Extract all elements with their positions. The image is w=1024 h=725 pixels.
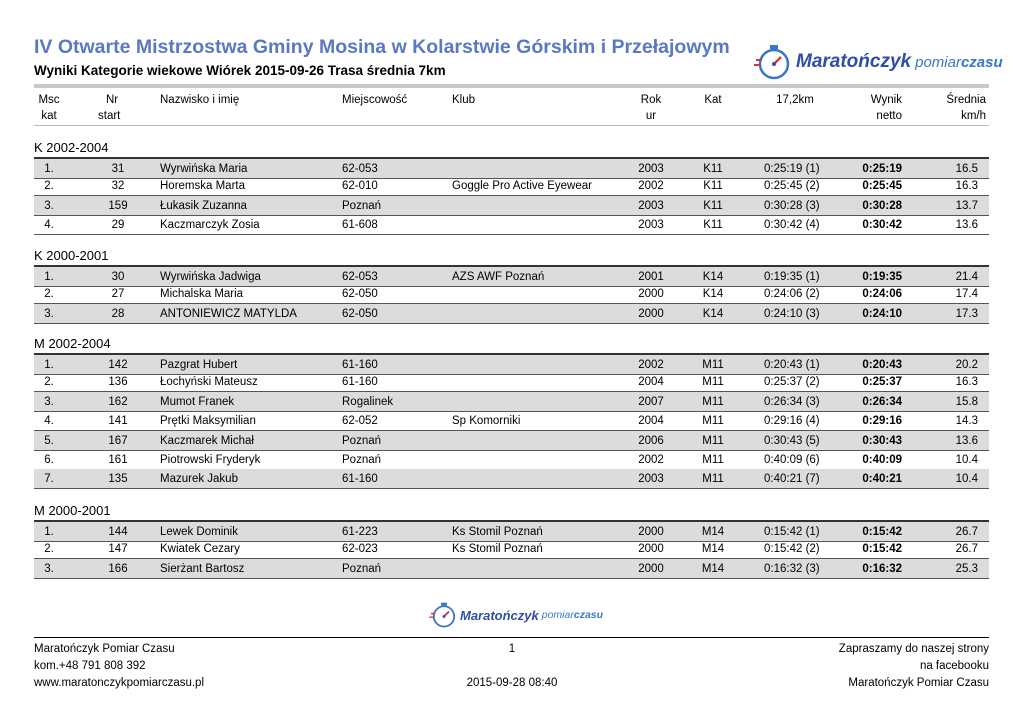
cell-msc: 3.: [44, 562, 54, 575]
cell-netto: 0:20:43: [862, 359, 902, 371]
cell-name: Prętki Maksymilian: [160, 415, 256, 428]
cell-msc: 1.: [44, 526, 54, 538]
cell-name: Mumot Franek: [160, 395, 235, 408]
cell-name: Łukasik Zuzanna: [160, 199, 247, 212]
cell-city: Poznań: [342, 434, 382, 447]
group-heading: K 2002-2004: [34, 140, 109, 155]
cell-nr: 136: [108, 376, 128, 389]
col-avg: Średnia km/h: [946, 94, 986, 122]
cell-nr: 147: [108, 543, 128, 556]
stopwatch-icon: [428, 600, 460, 630]
cell-kat: M14: [701, 526, 725, 538]
footer-logo: [428, 600, 603, 630]
cell-year: 2002: [638, 359, 664, 371]
col-msc: Msc kat: [38, 94, 60, 122]
cell-year: 2000: [638, 562, 664, 575]
cell-city: 62-023: [342, 543, 378, 556]
footer-rule: [34, 637, 989, 638]
cell-name: Mazurek Jakub: [160, 473, 238, 486]
cell-city: 61-223: [342, 526, 378, 538]
table-row: [34, 411, 989, 431]
cell-kat: M14: [701, 543, 725, 556]
cell-year: 2001: [638, 271, 664, 283]
cell-city: Poznań: [342, 562, 382, 575]
cell-club: Goggle Pro Active Eyewear: [452, 180, 592, 193]
cell-netto: 0:15:42: [862, 526, 902, 538]
cell-avg: 13.6: [955, 219, 978, 232]
table-row: [34, 469, 989, 489]
cell-split: 0:30:42 (4): [764, 219, 820, 232]
cell-kat: M11: [702, 395, 724, 408]
table-row: [34, 539, 989, 559]
table-row: [34, 284, 989, 304]
cell-avg: 16.3: [955, 376, 978, 389]
cell-city: Poznań: [342, 454, 382, 466]
cell-avg: 26.7: [955, 543, 978, 556]
cell-netto: 0:25:19: [862, 163, 902, 175]
page-title: IV Otwarte Mistrzostwa Gminy Mosina w Kolarstwie Górskim i Przełajowym: [34, 36, 730, 58]
cell-netto: 0:15:42: [862, 543, 902, 556]
cell-year: 2000: [638, 288, 664, 301]
cell-msc: 2.: [44, 288, 54, 301]
cell-split: 0:30:28 (3): [764, 199, 820, 212]
cell-year: 2004: [638, 376, 664, 389]
cell-netto: 0:40:09: [862, 454, 902, 466]
cell-year: 2003: [638, 199, 664, 212]
logo-brand-name: Maratończyk: [796, 51, 912, 72]
cell-split: 0:26:34 (3): [764, 395, 820, 408]
cell-city: 62-052: [342, 415, 378, 428]
footer-website[interactable]: www.maratonczykpomiarczasu.pl: [34, 677, 205, 689]
cell-kat: K11: [703, 219, 723, 232]
cell-msc: 3.: [44, 199, 54, 212]
cell-avg: 25.3: [955, 562, 978, 575]
stopwatch-icon: [752, 42, 796, 82]
cell-split: 0:24:06 (2): [764, 288, 820, 301]
cell-name: Łochyński Mateusz: [160, 376, 258, 389]
cell-msc: 2.: [44, 543, 54, 556]
cell-msc: 6.: [44, 454, 54, 466]
cell-kat: M11: [702, 434, 724, 447]
cell-split: 0:25:19 (1): [764, 163, 820, 175]
footer-phone: kom.+48 791 808 392: [34, 660, 146, 672]
cell-name: Wyrwińska Jadwiga: [160, 271, 261, 283]
cell-nr: 135: [108, 473, 128, 486]
cell-kat: K14: [702, 307, 724, 320]
cell-split: 0:15:42 (2): [764, 543, 820, 556]
cell-nr: 141: [108, 415, 128, 428]
cell-nr: 27: [111, 288, 125, 301]
cell-msc: 4.: [44, 415, 54, 428]
group-heading: K 2000-2001: [34, 248, 109, 263]
cell-kat: K14: [702, 288, 724, 301]
cell-avg: 10.4: [955, 473, 978, 486]
cell-city: 61-608: [342, 219, 378, 232]
table-row: [34, 450, 989, 470]
cell-msc: 7.: [44, 473, 54, 486]
table-row: [34, 431, 989, 451]
cell-city: 61-160: [342, 359, 378, 371]
cell-netto: 0:30:42: [862, 219, 902, 232]
cell-year: 2002: [638, 180, 664, 193]
cell-nr: 32: [111, 180, 125, 193]
group-heading: M 2000-2001: [34, 503, 111, 518]
cell-club: Ks Stomil Poznań: [452, 543, 543, 556]
cell-nr: 29: [111, 219, 125, 232]
table-row: [34, 372, 989, 392]
cell-netto: 0:30:43: [862, 434, 902, 447]
cell-year: 2007: [638, 395, 664, 408]
table-row: [34, 215, 989, 235]
cell-netto: 0:30:28: [862, 199, 902, 212]
header-rule: [34, 84, 989, 88]
cell-kat: M14: [701, 562, 725, 575]
cell-name: Horemska Marta: [160, 180, 245, 193]
cell-msc: 5.: [44, 434, 54, 447]
cell-city: 62-053: [342, 163, 378, 175]
cell-kat: M11: [702, 415, 724, 428]
cell-nr: 144: [108, 526, 128, 538]
cell-avg: 26.7: [955, 526, 978, 538]
table-row: [34, 304, 989, 324]
table-row: [34, 559, 989, 579]
cell-kat: K14: [702, 271, 724, 283]
brand-logo: [752, 42, 1003, 82]
page-number: 1: [508, 643, 516, 655]
cell-year: 2000: [638, 543, 664, 556]
cell-split: 0:25:37 (2): [764, 376, 820, 389]
cell-kat: M11: [702, 376, 724, 389]
cell-msc: 3.: [44, 307, 54, 320]
footer-company-right: Maratończyk Pomiar Czasu: [848, 677, 989, 689]
cell-name: Kwiatek Cezary: [160, 543, 240, 556]
cell-name: Kaczmarek Michał: [160, 434, 254, 447]
cell-nr: 161: [108, 454, 128, 466]
cell-netto: 0:25:45: [862, 180, 902, 193]
cell-name: Wyrwińska Maria: [160, 163, 248, 175]
cell-city: 62-053: [342, 271, 378, 283]
col-year: Rok ur: [640, 94, 662, 122]
cell-nr: 159: [108, 199, 128, 212]
cell-name: Kaczmarczyk Zosia: [160, 219, 260, 232]
cell-msc: 1.: [44, 163, 54, 175]
cell-split: 0:30:43 (5): [764, 434, 820, 447]
footer-company: Maratończyk Pomiar Czasu: [34, 643, 175, 655]
cell-split: 0:20:43 (1): [764, 359, 820, 371]
cell-netto: 0:24:06: [862, 288, 902, 301]
cell-avg: 13.7: [955, 199, 978, 212]
cell-nr: 28: [111, 307, 125, 320]
cell-name: Michalska Maria: [160, 288, 244, 301]
footer-invite: Zapraszamy do naszej strony: [838, 643, 989, 655]
cell-kat: M11: [702, 473, 724, 486]
logo-brand-end: czasu: [960, 53, 1003, 71]
col-kat: Kat: [704, 94, 722, 106]
logo-brand-end: czasu: [573, 609, 604, 621]
cell-split: 0:15:42 (1): [764, 526, 820, 538]
cell-city: Rogalinek: [342, 395, 394, 408]
cell-year: 2000: [638, 526, 664, 538]
cell-msc: 1.: [44, 271, 54, 283]
cell-netto: 0:26:34: [862, 395, 902, 408]
cell-msc: 2.: [44, 180, 54, 193]
cell-split: 0:40:21 (7): [764, 473, 820, 486]
cell-split: 0:29:16 (4): [764, 415, 820, 428]
cell-kat: K11: [703, 180, 723, 193]
cell-split: 0:19:35 (1): [764, 271, 820, 283]
col-split: 17,2km: [776, 94, 814, 106]
cell-msc: 3.: [44, 395, 54, 408]
cell-city: 62-010: [342, 180, 378, 193]
cell-city: 61-160: [342, 473, 378, 486]
cell-avg: 10.4: [955, 454, 978, 466]
cell-club: AZS AWF Poznań: [452, 271, 545, 283]
footer-datetime: 2015-09-28 08:40: [466, 677, 558, 689]
col-netto: Wynik netto: [870, 94, 902, 122]
cell-nr: 166: [108, 562, 128, 575]
cell-nr: 142: [108, 359, 128, 371]
cell-avg: 14.3: [955, 415, 978, 428]
cell-msc: 2.: [44, 376, 54, 389]
cell-nr: 31: [111, 163, 125, 175]
cell-name: Sierżant Bartosz: [160, 562, 245, 575]
cell-avg: 17.3: [955, 307, 978, 320]
cell-nr: 167: [108, 434, 128, 447]
cell-msc: 1.: [44, 359, 54, 371]
cell-city: 61-160: [342, 376, 378, 389]
cell-club: Sp Komorniki: [452, 415, 521, 428]
cell-city: 62-050: [342, 307, 378, 320]
cell-name: ANTONIEWICZ MATYLDA: [160, 307, 297, 320]
cell-avg: 15.8: [955, 395, 978, 408]
cell-avg: 13.6: [955, 434, 978, 447]
cell-netto: 0:25:37: [862, 376, 902, 389]
table-row: [34, 196, 989, 216]
cell-avg: 16.3: [955, 180, 978, 193]
cell-kat: M11: [702, 454, 724, 466]
cell-msc: 4.: [44, 219, 54, 232]
table-row: [34, 176, 989, 196]
cell-name: Piotrowski Fryderyk: [160, 454, 261, 466]
cell-netto: 0:29:16: [862, 415, 902, 428]
logo-brand-light: pomiar: [541, 609, 574, 621]
cell-split: 0:40:09 (6): [764, 454, 820, 466]
col-nr: Nr start: [98, 94, 121, 122]
cell-name: Lewek Dominik: [160, 526, 238, 538]
col-city: Miejscowość: [342, 94, 408, 106]
cell-avg: 17.4: [955, 288, 978, 301]
footer-facebook: na facebooku: [919, 660, 989, 672]
cell-split: 0:16:32 (3): [764, 562, 820, 575]
cell-kat: K11: [703, 199, 723, 212]
cell-year: 2003: [638, 473, 664, 486]
group-heading: M 2002-2004: [34, 336, 111, 351]
cell-kat: K11: [703, 163, 723, 175]
cell-name: Pazgrat Hubert: [160, 359, 238, 371]
col-name: Nazwisko i imię: [160, 94, 240, 106]
cell-year: 2003: [638, 219, 664, 232]
cell-split: 0:25:45 (2): [764, 180, 820, 193]
cell-club: Ks Stomil Poznań: [452, 526, 543, 538]
cell-netto: 0:40:21: [862, 473, 902, 486]
cell-year: 2004: [638, 415, 664, 428]
cell-nr: 30: [111, 271, 125, 283]
logo-brand-name: Maratończyk: [460, 607, 539, 623]
header-divider: [34, 125, 989, 126]
table-row: [34, 392, 989, 412]
cell-year: 2002: [638, 454, 664, 466]
cell-year: 2003: [638, 163, 664, 175]
cell-netto: 0:16:32: [862, 562, 902, 575]
cell-split: 0:24:10 (3): [764, 307, 820, 320]
col-club: Klub: [452, 94, 476, 106]
cell-year: 2006: [638, 434, 664, 447]
logo-brand-light: pomiar: [915, 53, 961, 71]
cell-kat: M11: [702, 359, 724, 371]
cell-netto: 0:19:35: [862, 271, 902, 283]
page-subtitle: Wyniki Kategorie wiekowe Wiórek 2015-09-26 Trasa średnia 7km: [34, 63, 446, 78]
cell-avg: 21.4: [955, 271, 978, 283]
cell-city: 62-050: [342, 288, 378, 301]
cell-city: Poznań: [342, 199, 382, 212]
cell-nr: 162: [108, 395, 128, 408]
cell-avg: 16.5: [955, 163, 978, 175]
cell-avg: 20.2: [955, 359, 978, 371]
cell-netto: 0:24:10: [862, 307, 902, 320]
cell-year: 2000: [638, 307, 664, 320]
